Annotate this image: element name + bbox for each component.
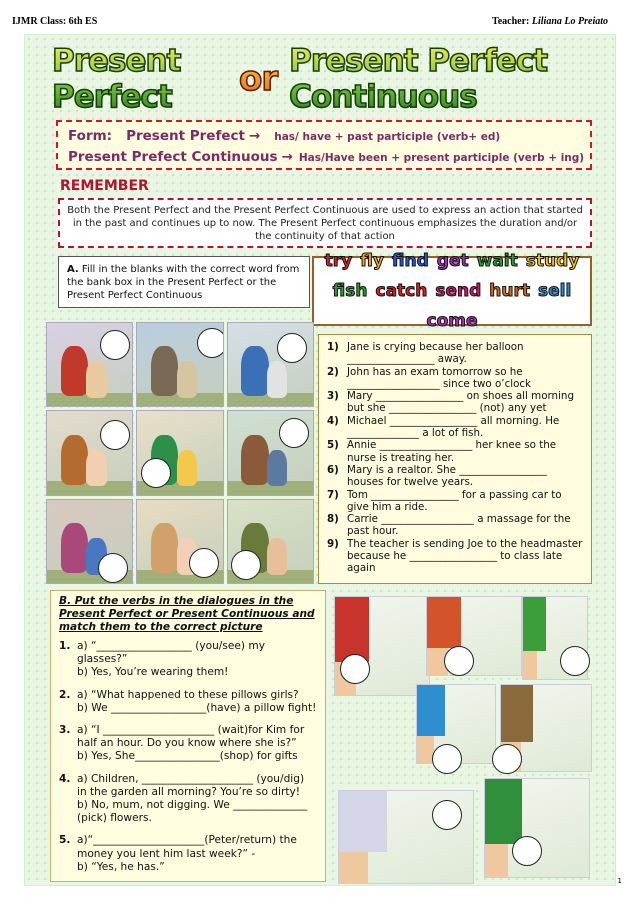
- figure-shape: [523, 597, 546, 651]
- dialogue-number: 5.: [59, 834, 71, 847]
- figure-shape: [86, 361, 106, 398]
- answer-circle[interactable]: [189, 548, 219, 578]
- figure-shape: [339, 852, 368, 884]
- figure-shape: [151, 346, 178, 396]
- answer-circle[interactable]: [277, 333, 307, 363]
- title-or: or: [239, 59, 278, 99]
- question-text: Carrie __________________ a massage for the past hour.: [347, 513, 571, 538]
- word-bank-word: fly: [360, 251, 384, 271]
- question-item: [327, 538, 583, 575]
- figure-shape: [177, 361, 197, 398]
- answer-circle[interactable]: [444, 646, 474, 676]
- answer-circle[interactable]: [492, 744, 522, 774]
- word-bank-word: fish: [332, 281, 368, 301]
- question-item: [327, 390, 583, 415]
- massage-picture: [136, 499, 223, 584]
- word-bank-word: wait: [476, 251, 518, 271]
- answer-circle[interactable]: [197, 328, 224, 358]
- header-teacher: Teacher: Liliana Lo Preiato: [491, 16, 608, 27]
- exercise-a-questions: [318, 334, 592, 584]
- figure-shape: [267, 538, 287, 575]
- word-bank-word: sell: [538, 281, 572, 301]
- dialogue-text: a)“_____________________(Peter/return) the money you lent him last week?” - b) “Yes, he has.”: [77, 834, 297, 873]
- dialogue-number: 3.: [59, 724, 71, 737]
- question-text: Michael _________________ all morning. He ______________ a lot of fish.: [347, 414, 560, 440]
- dialogue-number: 2.: [59, 688, 71, 701]
- exercise-a-instructions: A. Fill in the blanks with the correct word from the bank box in the Present Perfect or the Present Perfect Continuous: [58, 256, 310, 308]
- question-text: Jane is crying because her balloon _________________ away.: [347, 341, 524, 366]
- word-bank-word: come: [426, 311, 478, 331]
- form-ppc-rule: Has/Have been + present participle (verb + ing): [298, 152, 585, 164]
- dialogue-text: a) “__________________ (you/see) my glasses?” b) Yes, You’re wearing them!: [77, 640, 266, 679]
- remember-box: Both the Present Perfect and the Present Perfect Continuous are used to express an action that started in the past and continues up to now. The Present Perfect continuous emphasizes the duration and/or the continuity of that action: [58, 198, 592, 248]
- answer-circle[interactable]: [100, 330, 130, 360]
- figure-shape: [523, 651, 537, 680]
- figure-shape: [267, 450, 287, 487]
- title-present-perfect-continuous: Present Perfect Continuous: [289, 43, 598, 115]
- question-item: [327, 489, 583, 514]
- realtor-house-picture: [227, 410, 314, 495]
- dialogue-item: [59, 834, 317, 874]
- fisherman-picture: [136, 322, 223, 407]
- form-ppc-name: Present Prefect Continuous: [68, 149, 278, 165]
- dialogue-item: [59, 689, 317, 715]
- question-number: 2): [327, 365, 339, 378]
- figure-shape: [241, 346, 268, 396]
- word-bank-word: catch: [375, 281, 428, 301]
- answer-circle[interactable]: [560, 646, 590, 676]
- woman-waiting-picture: [46, 499, 133, 584]
- road-nurse-picture: [227, 322, 314, 407]
- question-text: Mary _________________ on shoes all morning but she _________________ (not) any yet: [347, 390, 574, 415]
- figure-shape: [177, 450, 197, 487]
- word-bank-word: send: [435, 281, 482, 301]
- answer-circle[interactable]: [279, 418, 309, 448]
- answer-circle[interactable]: [141, 458, 171, 488]
- word-bank-word: get: [436, 251, 469, 271]
- dialogue-item: [59, 640, 317, 680]
- arrow-icon: →: [248, 128, 261, 144]
- page-number: 1: [617, 877, 622, 885]
- title-present-perfect: Present Perfect: [52, 43, 227, 115]
- figure-shape: [61, 523, 88, 573]
- question-item: [327, 513, 583, 538]
- form-box: [56, 120, 592, 170]
- question-text: Mary is a realtor. She _________________ houses for twelve years.: [347, 463, 547, 489]
- answer-circle[interactable]: [231, 550, 261, 580]
- question-number: 7): [327, 488, 339, 501]
- form-pp-name: Present Prefect: [126, 128, 245, 144]
- question-number: 5): [327, 439, 339, 452]
- figure-shape: [335, 597, 369, 662]
- question-number: 4): [327, 414, 339, 427]
- figure-shape: [151, 523, 178, 573]
- arrow-icon: →: [281, 149, 293, 165]
- question-item: [327, 366, 583, 391]
- shopping-woman-picture: [484, 778, 590, 878]
- dialogue-text: a) Children, _____________________ (you/dig) in the garden all morning? You’re so dirty! b) No, mum, not digging. We ______________ (pick) flowers.: [77, 772, 308, 825]
- woman-crying-picture: [46, 322, 133, 407]
- dialogue-text: a) “What happened to these pillows girls? b) We __________________(have) a pillow fight!: [77, 688, 317, 714]
- exercise-a-pictures: [46, 322, 314, 584]
- figure-shape: [417, 685, 445, 736]
- figure-shape: [61, 435, 88, 485]
- answer-circle[interactable]: [340, 654, 370, 684]
- question-text: John has an exam tomorrow so he __________________ since two o’clock: [347, 365, 532, 390]
- answer-circle[interactable]: [512, 836, 542, 866]
- word-bank: [312, 251, 592, 331]
- question-item: [327, 415, 583, 440]
- figure-shape: [485, 844, 508, 878]
- exercise-b: [50, 590, 326, 882]
- form-pp-rule: has/ have + past participle (verb+ ed): [274, 131, 501, 143]
- figure-shape: [485, 779, 522, 844]
- answer-circle[interactable]: [100, 420, 130, 450]
- question-number: 3): [327, 390, 339, 403]
- dialogue-number: 4.: [59, 772, 71, 785]
- boy-studying-picture: [227, 499, 314, 584]
- figure-shape: [241, 435, 268, 485]
- figure-shape: [61, 346, 88, 396]
- answer-circle[interactable]: [432, 800, 462, 830]
- question-number: 9): [327, 537, 339, 550]
- pillow-fight-picture: [426, 596, 522, 676]
- figure-shape: [86, 450, 106, 487]
- form-label: Form:: [68, 128, 113, 144]
- question-number: 1): [327, 341, 339, 353]
- remember-heading: REMEMBER: [60, 178, 149, 194]
- answer-circle[interactable]: [432, 744, 462, 774]
- figure-shape: [267, 361, 287, 398]
- figure-shape: [339, 791, 387, 852]
- question-item: [327, 464, 583, 489]
- question-item: [327, 341, 583, 366]
- figure-shape: [427, 597, 461, 648]
- word-bank-word: hurt: [489, 281, 530, 301]
- dialogue-text: a) “I _____________________ (wait)for Kim for half an hour. Do you know where she is?” b) Yes, She________________(shop) for gifts: [77, 724, 305, 763]
- question-text: The teacher is sending Joe to the headmaster because he _________________ to class late again: [347, 537, 583, 575]
- answer-circle[interactable]: [98, 553, 128, 583]
- dialogue-number: 1.: [59, 640, 71, 652]
- question-text: Annie __________________ her knee so the nurse is treating her.: [347, 439, 557, 464]
- header-class: IJMR Class: 6th ES: [12, 16, 98, 27]
- figure-shape: [501, 685, 533, 742]
- question-number: 8): [327, 513, 339, 526]
- word-bank-word: find: [391, 251, 429, 271]
- question-text: Tom _________________ for a passing car to give him a ride.: [347, 488, 562, 513]
- dialogue-item: [59, 773, 317, 826]
- question-item: [327, 439, 583, 464]
- word-bank-word: try: [324, 251, 353, 271]
- injured-nurse-picture: [46, 410, 133, 495]
- page-title: [52, 43, 598, 115]
- word-bank-word: study: [525, 251, 580, 271]
- dialogue-item: [59, 724, 317, 764]
- exercise-b-title: B. Put the verbs in the dialogues in the Present Perfect or Present Continuous and match them to the correct picture: [59, 595, 315, 633]
- question-number: 6): [327, 463, 339, 476]
- children-waiting-picture: [136, 410, 223, 495]
